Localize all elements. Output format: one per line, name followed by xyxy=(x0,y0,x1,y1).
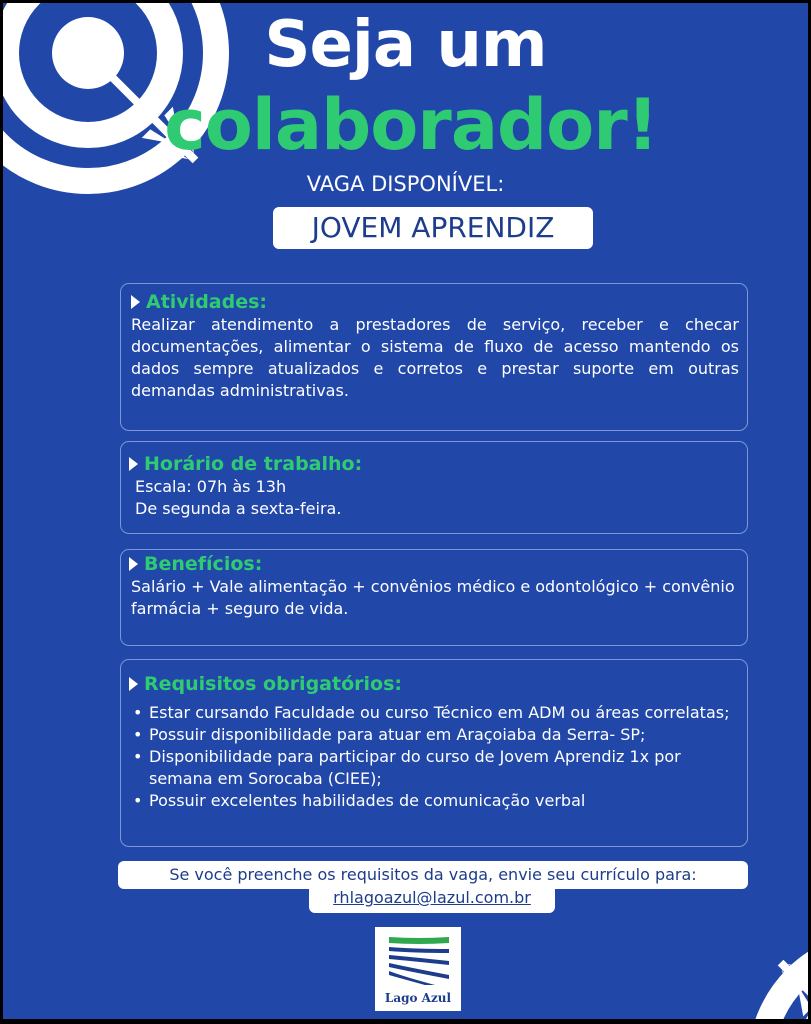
section-title: Atividades: xyxy=(146,291,268,313)
list-item: • Possuir disponibilidade para atuar em Araçoiaba da Serra- SP; xyxy=(129,724,739,746)
section-requisitos xyxy=(120,659,748,847)
triangle-bullet-icon xyxy=(131,295,140,309)
list-item: • Disponibilidade para participar do curso de Jovem Aprendiz 1x por semana em Sorocaba (CIEE); xyxy=(129,746,739,790)
triangle-bullet-icon xyxy=(129,677,138,691)
target-arrow-icon-bottom xyxy=(691,873,808,1019)
schedule-line-1: Escala: 07h às 13h xyxy=(135,477,287,496)
headline-line-1: Seja um xyxy=(264,8,547,82)
headline-line-2: colaborador! xyxy=(164,84,658,166)
logo-waves-icon xyxy=(375,927,461,989)
section-header xyxy=(131,290,739,314)
section-title: Requisitos obrigatórios: xyxy=(144,673,402,695)
section-header xyxy=(129,672,739,696)
requirements-list xyxy=(129,702,739,812)
vacancy-label: VAGA DISPONÍVEL: xyxy=(306,172,505,196)
section-horario xyxy=(120,441,748,534)
company-logo xyxy=(375,927,461,1011)
email-link[interactable]: rhlagoazul@lazul.com.br xyxy=(309,885,555,913)
cta-text: Se você preenche os requisitos da vaga, envie seu currículo para: xyxy=(118,861,748,889)
section-body: Realizar atendimento a prestadores de serviço, receber e checar documentações, alimentar o sistema de fluxo de acesso mantendo os dados sempre atualizados e corretos e prestar suporte em outras demandas administrativas. xyxy=(131,315,739,400)
list-item: • Possuir excelentes habilidades de comunicação verbal xyxy=(129,790,739,812)
section-body: Salário + Vale alimentação + convênios médico e odontológico + convênio farmácia + seguro de vida. xyxy=(131,577,735,618)
section-title: Horário de trabalho: xyxy=(144,453,363,475)
list-item: • Estar cursando Faculdade ou curso Técnico em ADM ou áreas correlatas; xyxy=(129,702,739,724)
job-poster xyxy=(3,3,808,1019)
section-beneficios xyxy=(120,549,748,646)
section-header xyxy=(129,452,739,476)
triangle-bullet-icon xyxy=(129,457,138,471)
vacancy-title: JOVEM APRENDIZ xyxy=(273,207,593,249)
section-header xyxy=(129,552,739,576)
schedule-line-2: De segunda a sexta-feira. xyxy=(135,499,342,518)
section-atividades xyxy=(120,283,748,431)
section-title: Benefícios: xyxy=(144,553,263,575)
triangle-bullet-icon xyxy=(129,557,138,571)
logo-text: Lago Azul xyxy=(384,991,452,1005)
